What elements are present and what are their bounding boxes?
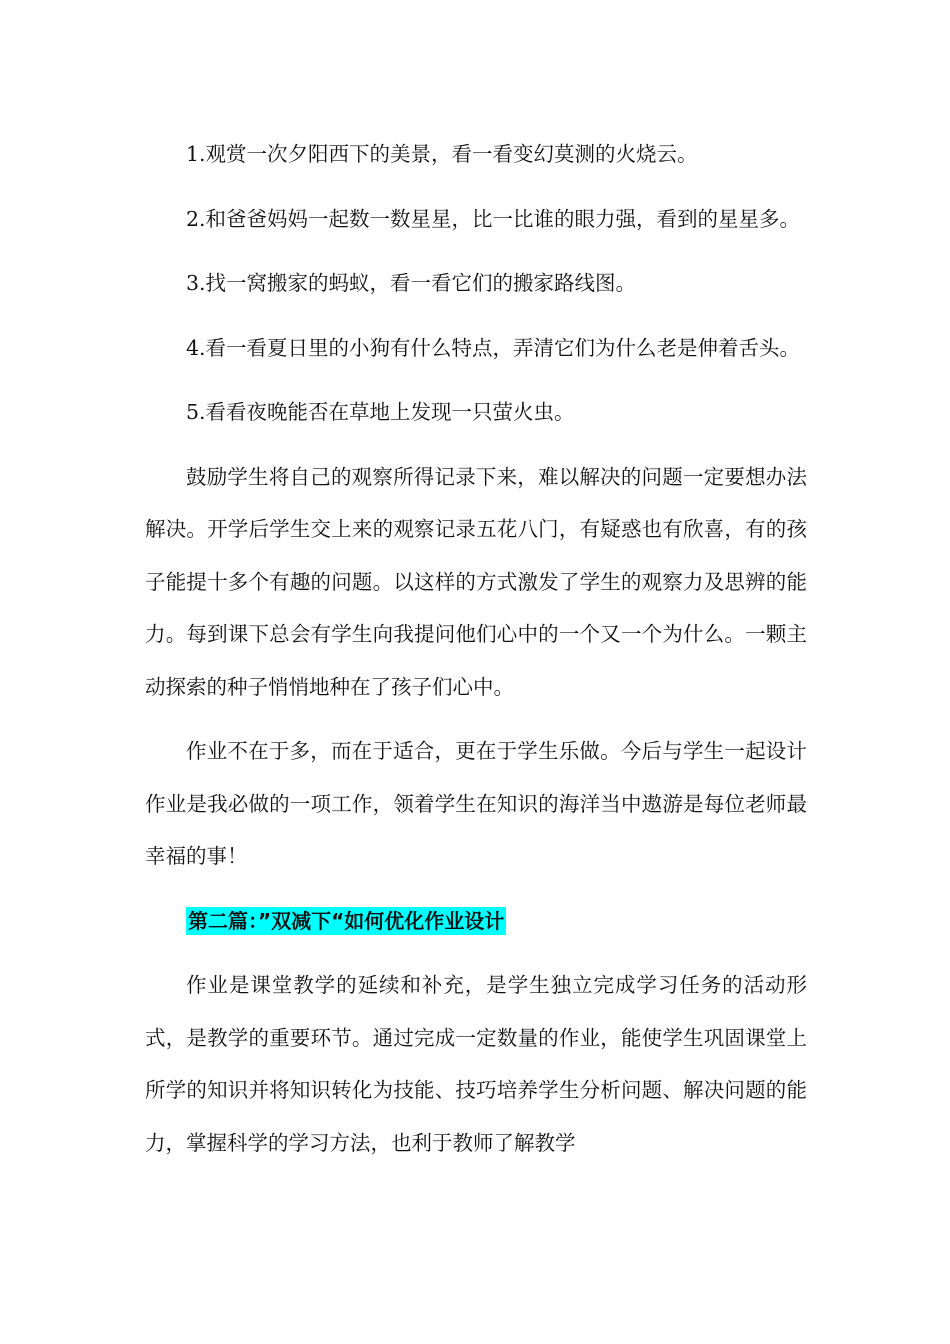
list-item-1: 1.观赏一次夕阳西下的美景，看一看变幻莫测的火烧云。 — [186, 142, 698, 166]
list-item-2: 2.和爸爸妈妈一起数一数星星，比一比谁的眼力强，看到的星星多。 — [186, 206, 801, 231]
section-heading: 第二篇：”双减下“如何优化作业设计 — [188, 908, 505, 933]
section-heading-line — [145, 895, 807, 948]
document-body — [145, 128, 807, 1181]
list-item-3: 3.找一窝搬家的蚂蚁，看一看它们的搬家路线图。 — [186, 271, 637, 295]
paragraph-section2: 作业是课堂教学的延续和补充，是学生独立完成学习任务的活动形式，是教学的重要环节。通过完成一定数量的作业，能使学生巩固课堂上所学的知识并将知识转化为技能、技巧培养学生分析问题、解决问题的能力，掌握科学的学习方法，也利于教师了解教学 — [145, 973, 807, 1155]
paragraph-homework: 作业不在于多，而在于适合，更在于学生乐做。今后与学生一起设计作业是我必做的一项工作，领着学生在知识的海洋当中遨游是每位老师最幸福的事！ — [145, 739, 807, 868]
list-item-5: 5.看看夜晚能否在草地上发现一只萤火虫。 — [186, 400, 575, 424]
list-item-4: 4.看一看夏日里的小狗有什么特点，弄清它们为什么老是伸着舌头。 — [186, 335, 801, 360]
paragraph-encourage: 鼓励学生将自己的观察所得记录下来，难以解决的问题一定要想办法解决。开学后学生交上来的观察记录五花八门，有疑惑也有欣喜，有的孩子能提十多个有趣的问题。以这样的方式激发了学生的观察力及思辨的能力。每到课下总会有学生向我提问他们心中的一个又一个为什么。一颗主动探索的种子悄悄地种在了孩子们心中。 — [145, 464, 807, 699]
